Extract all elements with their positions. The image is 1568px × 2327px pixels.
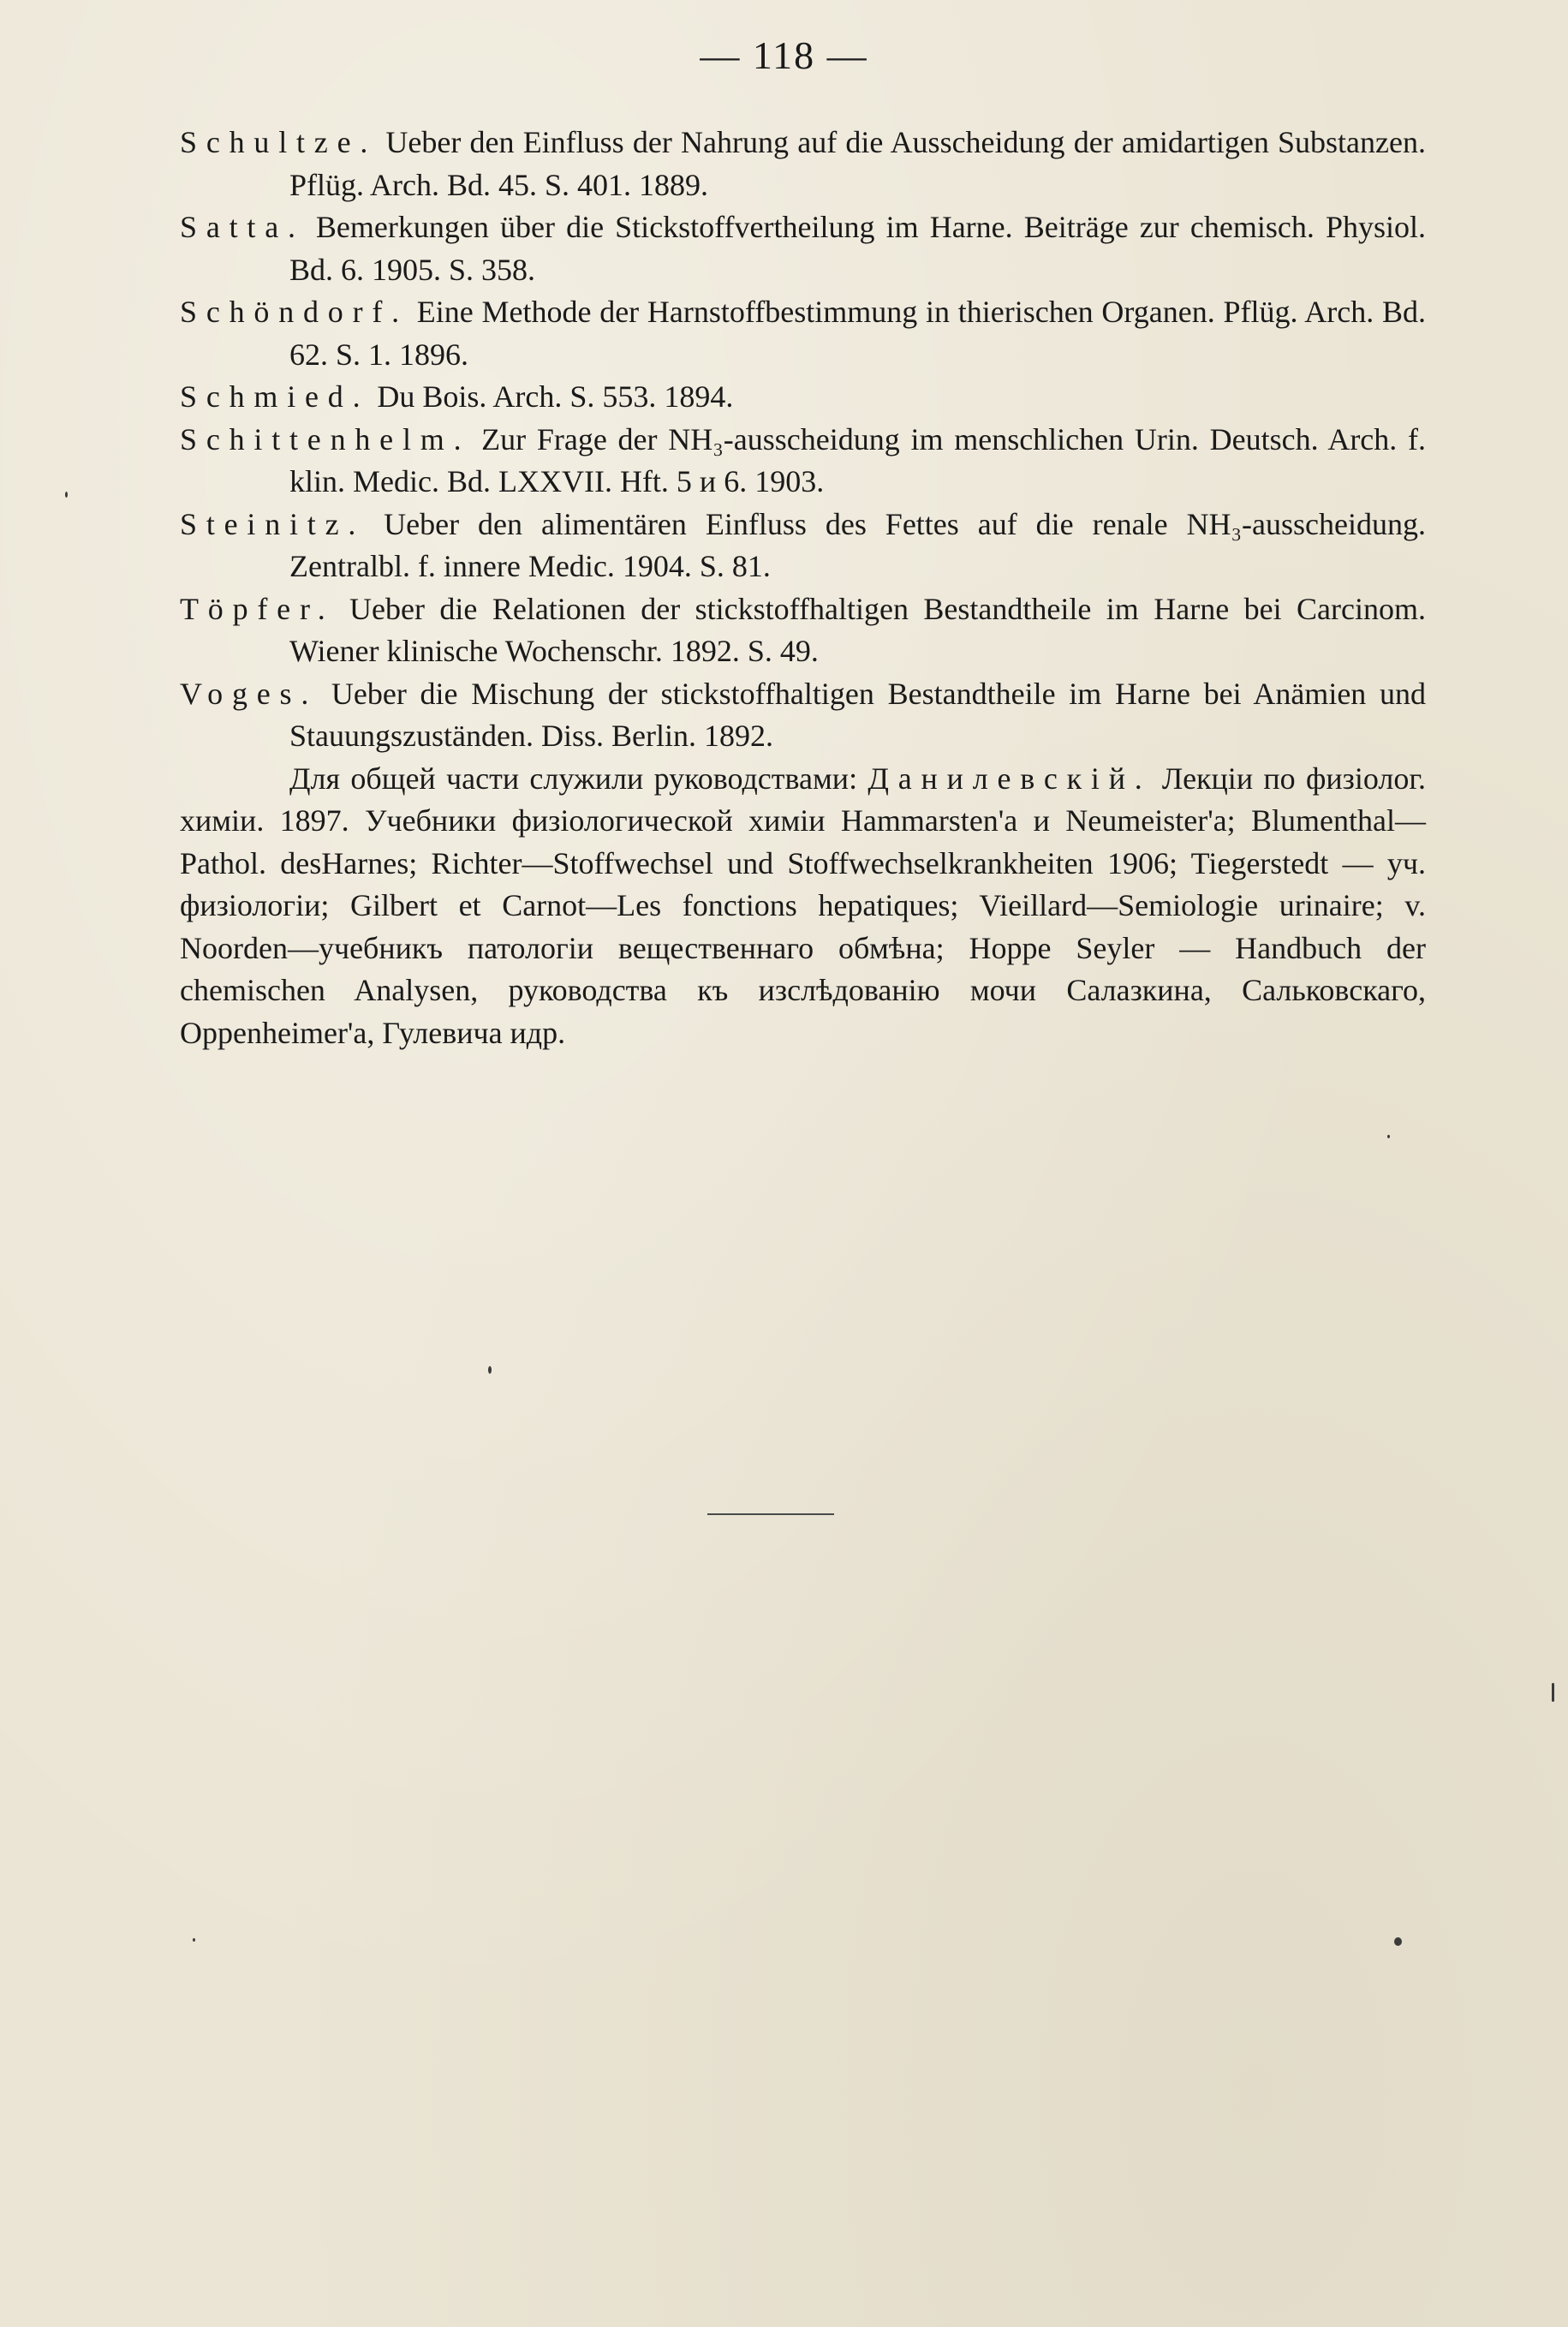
general-sources-author: Данилевскій.	[867, 761, 1152, 796]
reference-text: Eine Methode der Harnstoffbestimmung in thierischen Organen. Pflüg. Arch. Bd. 62. S. 1. 1896.	[289, 295, 1426, 372]
reference-entry	[180, 376, 1426, 419]
reference-text: Zur Frage der NH₃-ausscheidung im menschlichen Urin. Deutsch. Arch. f. klin. Medic. Bd. LXXVII. Hft. 5 и 6. 1903.	[289, 421, 1427, 498]
paper-speck	[1394, 1937, 1402, 1946]
paper-speck	[488, 1366, 492, 1374]
reference-entry	[180, 419, 1426, 504]
reference-entry	[180, 588, 1426, 673]
general-sources-intro: Для общей части служили руководствами:	[289, 761, 858, 796]
reference-list	[180, 122, 1426, 1054]
reference-entry	[180, 504, 1426, 588]
page-number: — 118 —	[700, 33, 868, 77]
reference-entry	[180, 673, 1426, 758]
paper-speck	[1387, 1135, 1390, 1138]
general-sources-text: Лекціи по физіолог. химіи. 1897. Учебники физіологической химіи Hammarsten'a и Neumeister'a; Blumenthal—Pathol. desHarnes; Richter—Stoffwechsel und Stoffwechselkrankheiten 1906; Tiegerstedt — уч. физіологіи; Gilbert et Carnot—Les fonctions hepatiques; Vieillard—Semiologie urinaire; v. Noorden—учебникъ патологіи вещественнаго обмѣна; Hoppe Seyler — Handbuch der chemischen Analysen, руководства къ изслѣдованію мочи Салазкина, Сальковскаго, Oppenheimer'a, Гулевича идр.	[180, 761, 1427, 1050]
reference-author: Satta.	[180, 210, 305, 244]
reference-entry	[180, 206, 1426, 291]
reference-author: Schultze.	[180, 125, 378, 159]
general-sources-paragraph	[180, 758, 1426, 1055]
reference-text: Ueber den alimentären Einfluss des Fettes auf die renale NH₃-ausscheidung. Zentralbl. f. innere Medic. 1904. S. 81.	[289, 506, 1426, 583]
paper-speck	[1552, 1683, 1554, 1702]
reference-text: Bemerkungen über die Stickstoffvertheilung im Harne. Beiträge zur chemisch. Physiol. Bd. 6. 1905. S. 358.	[289, 210, 1427, 287]
reference-author: Töpfer.	[180, 591, 335, 626]
reference-entry	[180, 291, 1426, 376]
reference-text: Ueber die Mischung der stickstoffhaltigen Bestandtheile im Harne bei Anämien und Stauungszuständen. Diss. Berlin. 1892.	[289, 676, 1427, 753]
reference-text: Ueber die Relationen der stickstoffhaltigen Bestandtheile im Harne bei Carcinom. Wiener klinische Wochenschr. 1892. S. 49.	[289, 591, 1427, 668]
reference-author: Schittenhelm.	[180, 421, 471, 456]
reference-author: Steinitz.	[180, 506, 366, 541]
paper-speck	[65, 492, 68, 498]
closing-divider	[707, 1513, 834, 1515]
reference-author: Schmied.	[180, 379, 370, 414]
paper-speck	[193, 1938, 195, 1942]
reference-entry	[180, 122, 1426, 206]
reference-author: Voges.	[180, 676, 319, 711]
reference-text: Du Bois. Arch. S. 553. 1894.	[377, 379, 734, 414]
reference-text: Ueber den Einfluss der Nahrung auf die Ausscheidung der amidartigen Substanzen. Pflüg. Arch. Bd. 45. S. 401. 1889.	[289, 125, 1426, 202]
reference-author: Schöndorf.	[180, 295, 408, 329]
